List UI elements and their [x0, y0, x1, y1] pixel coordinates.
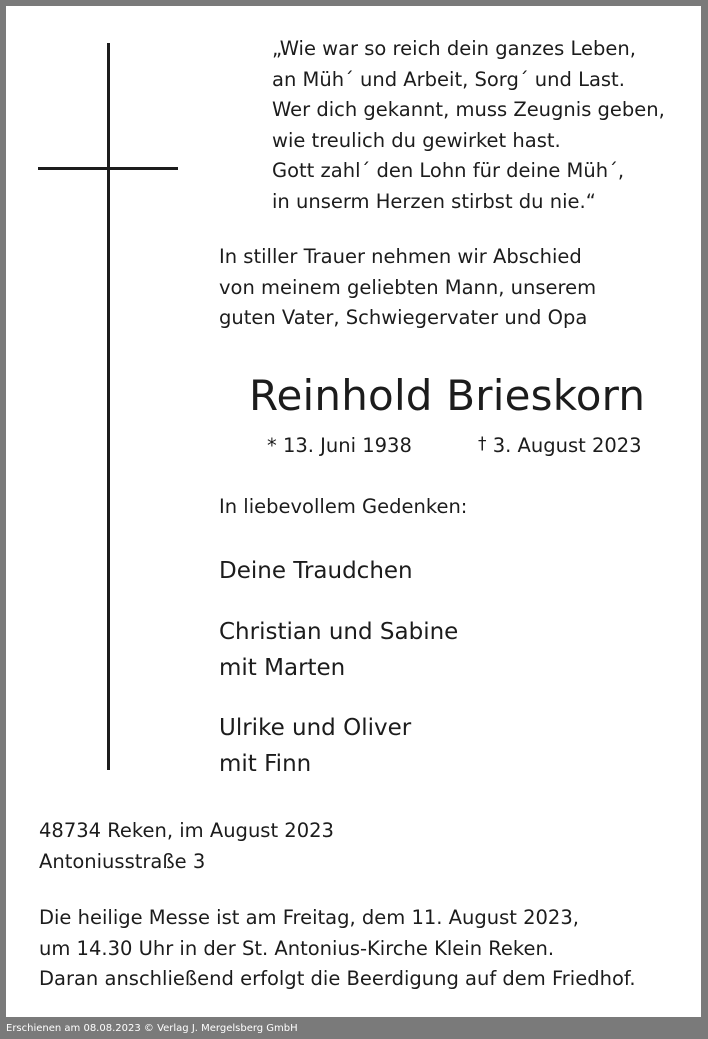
cross-icon-crossbar [38, 167, 178, 170]
family-line: Christian und Sabine [219, 619, 459, 645]
address-line: 48734 Reken, im August 2023 [39, 819, 334, 842]
poem [272, 34, 665, 217]
intro-text [219, 242, 596, 334]
service-line: Die heilige Messe ist am Freitag, dem 11. August 2023, [39, 906, 579, 929]
service-line: Daran anschließend erfolgt die Beerdigung auf dem Friedhof. [39, 967, 636, 990]
family-group [219, 614, 458, 686]
service-line: um 14.30 Uhr in der St. Antonius-Kirche Klein Reken. [39, 936, 555, 960]
service-info [39, 903, 636, 995]
poem-line: an Müh´ und Arbeit, Sorg´ und Last. [272, 67, 625, 91]
poem-line: „Wie war so reich dein ganzes Leben, [272, 37, 636, 60]
family-group [219, 553, 413, 589]
birth-symbol: * [267, 434, 277, 457]
deceased-name: Reinhold Brieskorn [249, 371, 646, 420]
family-line: mit Finn [219, 751, 312, 777]
publication-footer: Erschienen am 08.08.2023 © Verlag J. Mergelsberg GmbH [6, 1023, 298, 1034]
remembrance-heading: In liebevollem Gedenken: [219, 495, 468, 518]
birth-date [267, 433, 412, 459]
family-line: mit Marten [219, 655, 346, 681]
birth-date-value: 13. Juni 1938 [282, 434, 412, 457]
obituary-card [6, 6, 701, 1017]
intro-line: von meinem geliebten Mann, unserem [219, 275, 597, 299]
poem-line: wie treulich du gewirket hast. [272, 128, 561, 152]
intro-line: guten Vater, Schwiegervater und Opa [219, 306, 588, 329]
poem-line: Gott zahl´ den Lohn für deine Müh´, [272, 159, 625, 182]
death-date [478, 433, 642, 460]
family-line: Deine Traudchen [219, 558, 413, 584]
address-line: Antoniusstraße 3 [39, 849, 206, 873]
family-group [219, 710, 411, 782]
address [39, 816, 334, 877]
death-symbol: † [478, 434, 487, 454]
poem-line: in unserm Herzen stirbst du nie.“ [272, 189, 596, 213]
family-line: Ulrike und Oliver [219, 715, 412, 741]
poem-line: Wer dich gekannt, muss Zeugnis geben, [272, 98, 665, 121]
intro-line: In stiller Trauer nehmen wir Abschied [219, 245, 582, 268]
cross-icon [107, 43, 110, 770]
death-date-value: 3. August 2023 [492, 434, 642, 457]
